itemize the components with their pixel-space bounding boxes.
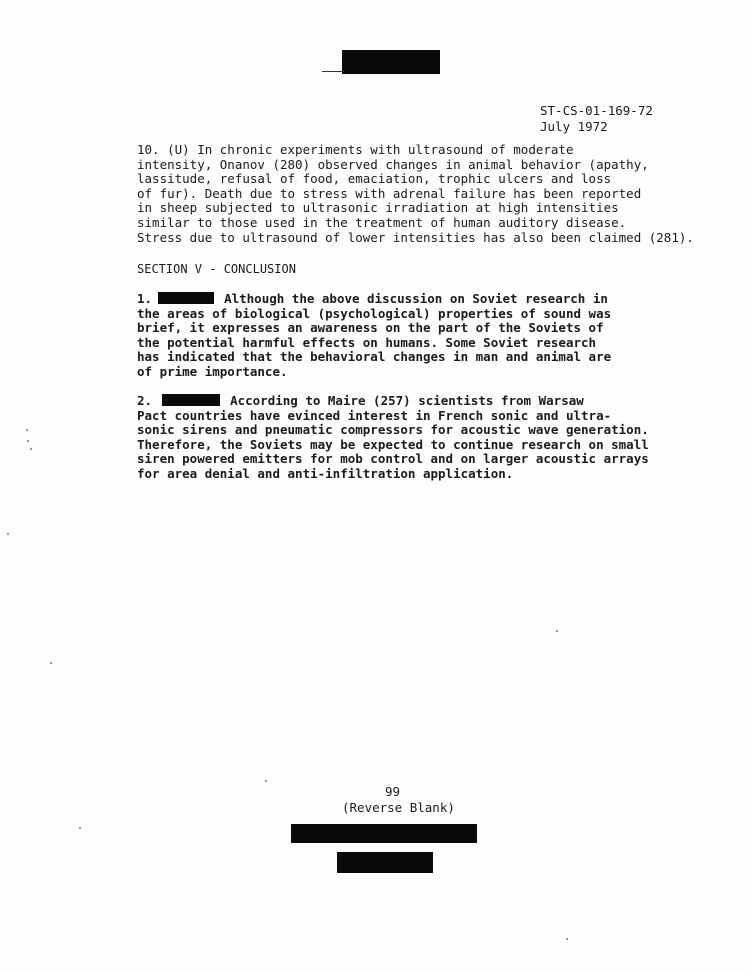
paragraph-line: similar to those used in the treatment of human auditory disease. [137,214,627,230]
paragraph-first-line: Although the above discussion on Soviet research in [224,291,608,306]
paragraph-line: of fur). Death due to stress with adrenal failure has been reported [137,185,642,201]
paragraph-line: Pact countries have evinced interest in French sonic and ultra- [137,407,612,423]
scan-speck [30,448,32,450]
scan-speck [27,440,29,442]
paragraph-line: brief, it expresses an awareness on the part of the Soviets of [137,320,604,336]
paragraph-number: 1. [137,291,153,306]
bottom-redaction-bar-narrow [337,852,433,873]
paragraph-10 [137,143,694,245]
scan-speck [7,533,9,535]
top-redaction-bar [342,50,440,74]
scan-speck [556,630,558,632]
paragraph-line: 10. (U) In chronic experiments with ultrasound of moderate [137,142,574,157]
scan-speck [50,662,52,664]
paragraph-line: lassitude, refusal of food, emaciation, trophic ulcers and loss [137,171,612,187]
reverse-blank-note: (Reverse Blank) [342,800,455,815]
paragraph-line: for area denial and anti-infiltration application. [137,465,514,481]
document-date: July 1972 [540,119,608,134]
scan-speck [26,429,28,431]
inline-redaction [162,394,220,406]
paragraph-2 [137,394,649,482]
document-reference [540,103,653,135]
scan-speck [79,827,81,829]
paragraph-line: sonic sirens and pneumatic compressors for acoustic wave generation. [137,422,649,438]
paragraph-line: the areas of biological (psychological) properties of sound was [137,305,612,321]
paragraph-line: Therefore, the Soviets may be expected to continue research on small [137,436,649,452]
paragraph-line: of prime importance. [137,363,288,379]
paragraph-1 [137,292,611,380]
paragraph-line: Stress due to ultrasound of lower intensities has also been claimed (281). [137,229,694,245]
paragraph-first-line: According to Maire (257) scientists from Warsaw [230,393,584,408]
paragraph-line: has indicated that the behavioral changes in man and animal are [137,349,612,365]
paragraph-number: 2. [137,393,153,408]
inline-redaction [158,292,214,304]
document-number: ST-CS-01-169-72 [540,103,653,118]
section-heading: SECTION V - CONCLUSION [137,262,296,276]
paragraph-line: intensity, Onanov (280) observed changes in animal behavior (apathy, [137,156,649,172]
scan-speck [265,780,267,782]
bottom-redaction-bar-wide [291,824,477,843]
paragraph-line: siren powered emitters for mob control and on larger acoustic arrays [137,451,649,467]
top-redaction-rule [322,71,344,72]
paragraph-line: the potential harmful effects on humans. Some Soviet research [137,334,597,350]
paragraph-line: in sheep subjected to ultrasonic irradiation at high intensities [137,200,619,216]
page-number: 99 [385,784,401,799]
scan-speck [566,938,568,940]
